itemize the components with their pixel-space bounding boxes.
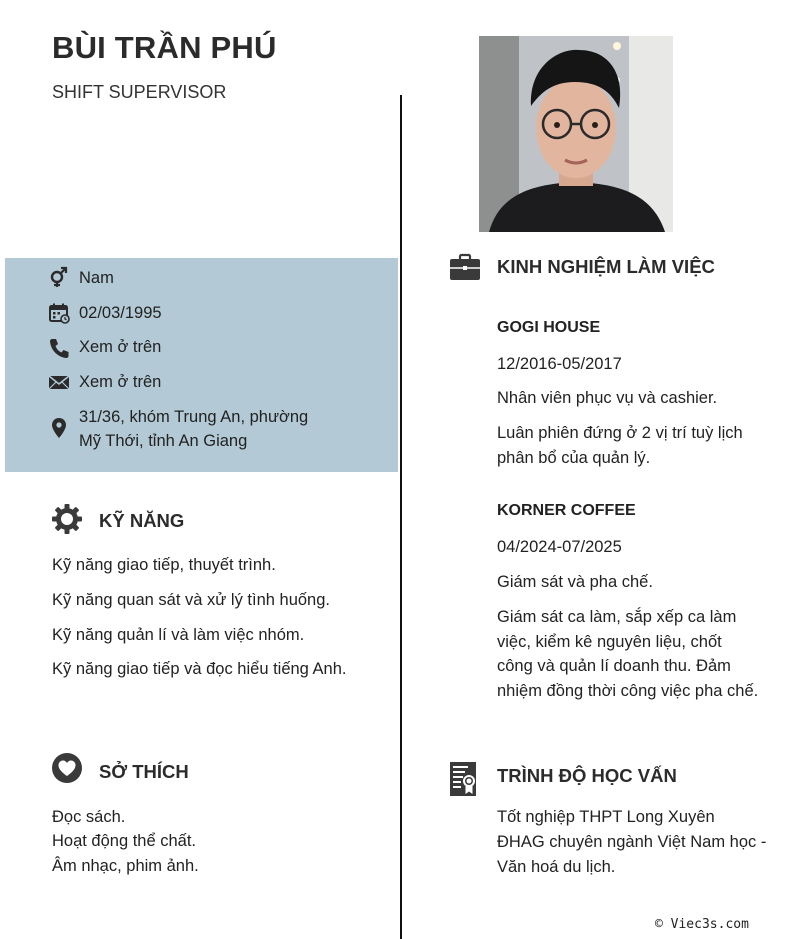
briefcase-icon [449, 251, 481, 283]
birthday-value: 02/03/1995 [79, 304, 162, 322]
heart-icon [51, 752, 83, 784]
job-period: 04/2024-07/2025 [497, 538, 622, 556]
phone-value: Xem ở trên [79, 338, 162, 356]
education-title: TRÌNH ĐỘ HỌC VẤN [497, 765, 677, 786]
email-value: Xem ở trên [79, 373, 162, 391]
gear-icon [51, 503, 83, 535]
profile-photo [479, 36, 673, 232]
hobby-item: Hoạt động thể chất. [52, 832, 197, 850]
experience-title: KINH NGHIỆM LÀM VIỆC [497, 256, 715, 277]
certificate-icon [449, 761, 479, 797]
education-line: ĐHAG chuyên ngành Việt Nam học - Văn hoá du lịch. [497, 833, 767, 876]
candidate-name: BÙI TRẦN PHÚ [52, 30, 277, 65]
job-period: 12/2016-05/2017 [497, 355, 622, 373]
address-line-1: 31/36, khóm Trung An, phường [79, 408, 309, 426]
job-company: GOGI HOUSE [497, 319, 601, 336]
phone-icon [48, 337, 70, 359]
envelope-icon [48, 371, 70, 393]
job-role: Giám sát và pha chế. [497, 573, 653, 591]
skill-item: Kỹ năng quản lí và làm việc nhóm. [52, 626, 305, 644]
hobby-item: Đọc sách. [52, 808, 126, 826]
hobbies-title: SỞ THÍCH [99, 761, 189, 782]
column-divider [400, 95, 402, 939]
job-detail: Luân phiên đứng ở 2 vị trí tuỳ lịch phân bổ của quản lý. [497, 424, 743, 467]
candidate-role: SHIFT SUPERVISOR [52, 82, 227, 102]
gender-value: Nam [79, 269, 114, 287]
address-line-2: Mỹ Thới, tỉnh An Giang [79, 432, 248, 450]
hobby-item: Âm nhạc, phim ảnh. [52, 857, 199, 875]
job-detail: Giám sát ca làm, sắp xếp ca làm việc, kiểm kê nguyên liệu, chốt công và quản lí doanh thu. Đảm nhiệm đồng thời công việc pha chế. [497, 608, 759, 700]
skill-item: Kỹ năng giao tiếp và đọc hiểu tiếng Anh. [52, 660, 347, 678]
education-line: Tốt nghiệp THPT Long Xuyên [497, 808, 715, 826]
contact-info-box [5, 258, 398, 472]
job-role: Nhân viên phục vụ và cashier. [497, 389, 718, 407]
location-pin-icon [48, 417, 70, 439]
skill-item: Kỹ năng giao tiếp, thuyết trình. [52, 556, 276, 574]
calendar-icon [48, 302, 70, 324]
skills-title: KỸ NĂNG [99, 510, 185, 531]
copyright-text: © Viec3s.com [655, 917, 749, 932]
job-company: KORNER COFFEE [497, 502, 636, 519]
skill-item: Kỹ năng quan sát và xử lý tình huống. [52, 591, 330, 609]
gender-icon [48, 266, 70, 288]
